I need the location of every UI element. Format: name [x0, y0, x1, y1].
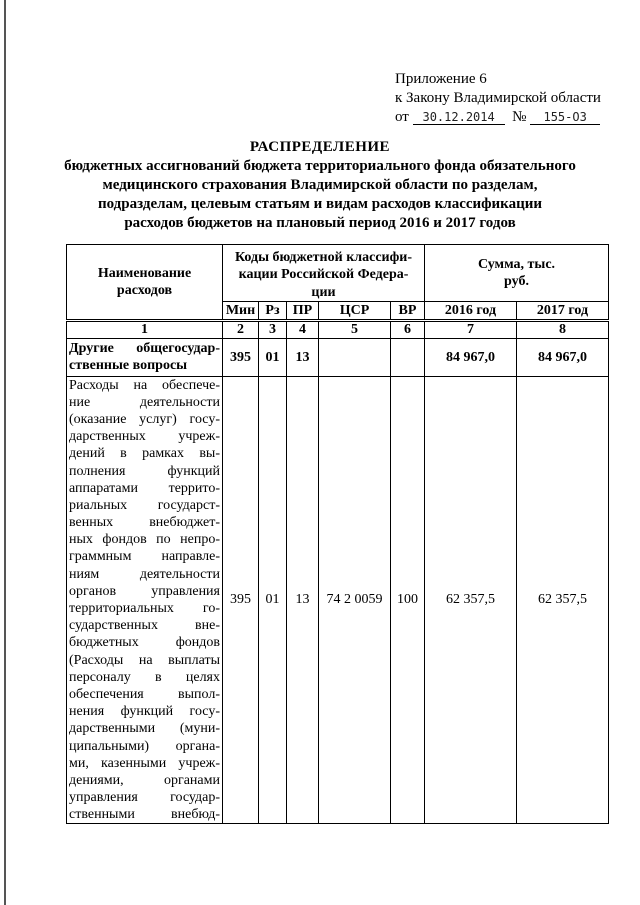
annex-block — [395, 70, 601, 127]
row2-name-line: аппаратами террито- — [69, 480, 220, 496]
row1-min: 395 — [223, 339, 259, 376]
row2-csr: 74 2 0059 — [319, 376, 391, 824]
col-num-2: 2 — [223, 321, 259, 339]
row2-min: 395 — [223, 376, 259, 824]
row2-name-line: риальных государст- — [69, 497, 220, 513]
annex-date: 30.12.2014 — [413, 110, 505, 125]
title-line-4: расходов бюджетов на плановый период 2016 и 2017 годов — [124, 215, 516, 231]
row2-name-line: венных внебюджет- — [69, 515, 220, 531]
row2-rz: 01 — [259, 376, 287, 824]
annex-number-sign: № — [512, 109, 527, 125]
col-num-8: 8 — [517, 321, 609, 339]
col-num-4: 4 — [287, 321, 319, 339]
header-pr: ПР — [287, 302, 319, 321]
row1-pr: 13 — [287, 339, 319, 376]
col-num-7: 7 — [425, 321, 517, 339]
page-edge-line — [4, 0, 6, 905]
header-2017: 2017 год — [517, 302, 609, 321]
row1-2017: 84 967,0 — [517, 339, 609, 376]
row2-name-line: ственными внебюд- — [69, 807, 220, 823]
header-sum: Сумма, тыс. руб. — [425, 245, 609, 302]
header-min: Мин — [223, 302, 259, 321]
header-2016: 2016 год — [425, 302, 517, 321]
row2-name-line: (оказание услуг) госу- — [69, 411, 220, 427]
document-title — [20, 138, 620, 233]
row1-csr — [319, 339, 391, 376]
row2-name-line: ми, казенными учреж- — [69, 755, 220, 771]
row2-name-line: ниям деятельности — [69, 566, 220, 582]
row2-name-line: персоналу в целях — [69, 669, 220, 685]
row1-vr — [391, 339, 425, 376]
table-row — [67, 376, 609, 824]
table-row — [67, 339, 609, 376]
annex-line-1: Приложение 6 — [395, 71, 487, 87]
header-codes: Коды бюджетной классифи-кации Российской Федера-ции — [223, 245, 425, 302]
title-line-1: бюджетных ассигнований бюджета территориального фонда обязательного — [64, 158, 576, 174]
annex-prefix: от — [395, 109, 409, 125]
annex-date-line — [395, 108, 601, 127]
row2-name-line: граммным направле- — [69, 549, 220, 565]
row2-2017: 62 357,5 — [517, 376, 609, 824]
col-num-5: 5 — [319, 321, 391, 339]
row2-name-line: обеспечения выпол- — [69, 686, 220, 702]
col-num-3: 3 — [259, 321, 287, 339]
header-name: Наименование расходов — [67, 245, 223, 321]
header-vr: ВР — [391, 302, 425, 321]
header-rz: Рз — [259, 302, 287, 321]
annex-number: 155-ОЗ — [530, 110, 600, 125]
row2-name-line: ципальными) органа- — [69, 738, 220, 754]
title-heading: РАСПРЕДЕЛЕНИЕ — [249, 139, 391, 155]
col-num-6: 6 — [391, 321, 425, 339]
row2-name-line: Расходы на обеспече- — [69, 377, 220, 393]
row2-name-line: полнения функций — [69, 463, 220, 479]
annex-line-2: к Закону Владимирской области — [395, 90, 601, 106]
row2-name-line: дений в рамках вы- — [69, 446, 220, 462]
row2-name-line: нения функций госу- — [69, 704, 220, 720]
row2-2016: 62 357,5 — [425, 376, 517, 824]
row2-name-line: сударственных вне- — [69, 618, 220, 634]
row2-name-line: дарственных учреж- — [69, 429, 220, 445]
row2-vr: 100 — [391, 376, 425, 824]
row2-name-line: бюджетных фондов — [69, 635, 220, 651]
column-number-row — [67, 321, 609, 339]
row1-rz: 01 — [259, 339, 287, 376]
row2-name — [67, 376, 223, 824]
row1-name: Другие общегосудар- ственные вопросы — [67, 339, 223, 376]
col-num-1: 1 — [67, 321, 223, 339]
title-line-3: подразделам, целевым статьям и видам расходов классификации — [97, 196, 543, 212]
budget-table — [66, 244, 609, 824]
title-line-2: медицинского страхования Владимирской области по разделам, — [102, 177, 538, 193]
row2-pr: 13 — [287, 376, 319, 824]
row2-name-line: дарственными (муни- — [69, 721, 220, 737]
row2-name-line: (Расходы на выплаты — [69, 652, 220, 668]
row1-2016: 84 967,0 — [425, 339, 517, 376]
row2-name-line: ных фондов по непро- — [69, 532, 220, 548]
header-csr: ЦСР — [319, 302, 391, 321]
row2-name-line: дениями, органами — [69, 772, 220, 788]
row2-name-line: управления государ- — [69, 790, 220, 806]
row2-name-line: органов управления — [69, 583, 220, 599]
row2-name-line: ние деятельности — [69, 394, 220, 410]
row2-name-line: территориальных го- — [69, 601, 220, 617]
